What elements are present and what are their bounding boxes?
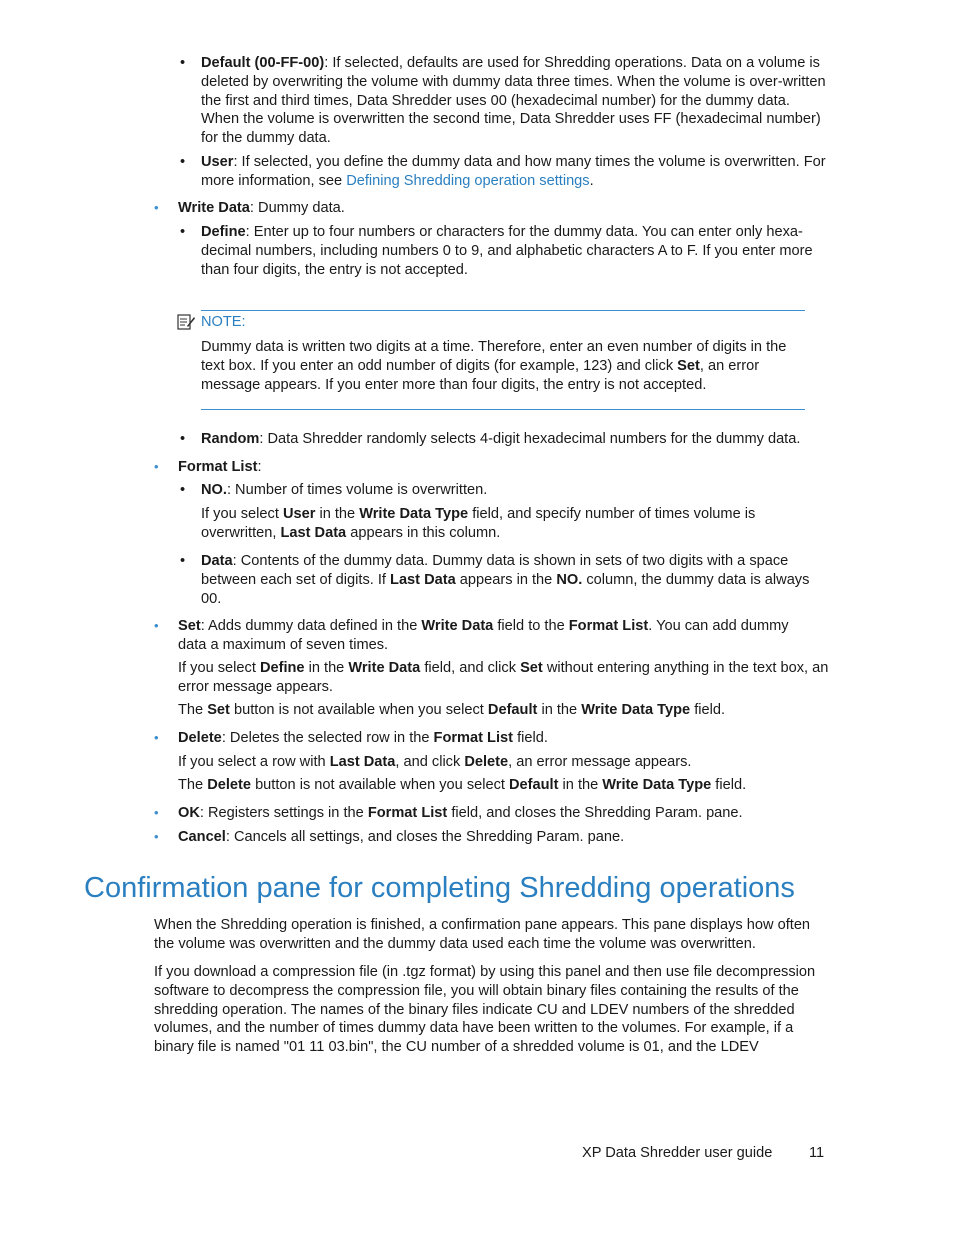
- write-data-item: [178, 199, 828, 218]
- set-d2-3: in the: [537, 702, 582, 718]
- bullet: •: [154, 618, 159, 633]
- delete-d1-3: , an error message appears.: [508, 754, 692, 770]
- user-item: [201, 153, 829, 191]
- set-b1: Write Data: [421, 618, 494, 634]
- bullet: •: [180, 154, 186, 170]
- bullet: •: [154, 730, 159, 745]
- footer-title: XP Data Shredder user guide: [582, 1145, 773, 1161]
- delete-detail-2: [178, 776, 828, 795]
- format-list-item: [178, 458, 262, 477]
- user-end: .: [589, 172, 594, 189]
- no-detail-b3: Last Data: [280, 524, 347, 541]
- bullet: •: [154, 200, 159, 215]
- no-detail: [201, 505, 833, 543]
- bullet: •: [154, 829, 159, 844]
- data-b2: NO.: [556, 571, 583, 588]
- write-data-text: : Dummy data.: [249, 200, 345, 216]
- set-d2-b2: Default: [487, 702, 538, 718]
- note-bold: Set: [677, 357, 700, 374]
- note-text-1: Dummy data is written two digits at a time. Therefore, enter an even number of digits in the text box. If you enter an odd number of digits (for example, 123) and click: [201, 339, 787, 374]
- bullet: •: [154, 805, 159, 820]
- data-term: Data: [201, 553, 233, 569]
- default-term: Default (00-FF-00): [201, 55, 325, 71]
- set-d1-1: If you select: [178, 660, 260, 676]
- delete-d2-3: in the: [558, 777, 603, 793]
- set-d1-3: field, and click: [420, 660, 521, 676]
- note-top-rule: [201, 310, 805, 311]
- set-d1-b2: Write Data: [348, 660, 421, 676]
- cancel-item: [178, 828, 828, 847]
- set-d2-4: field.: [690, 702, 726, 718]
- default-item: [201, 54, 829, 148]
- delete-d2-2: button is not available when you select: [251, 777, 510, 793]
- delete-d2-b1: Delete: [207, 777, 252, 793]
- set-d2-b3: Write Data Type: [581, 702, 691, 718]
- set-text-2: field to the: [493, 618, 569, 634]
- random-term: Random: [201, 431, 260, 447]
- data-text-1: : Contents of the dummy data. Dummy data is shown in sets of two digits with a space between each set of digits. If: [201, 553, 789, 588]
- set-d1-b3: Set: [520, 660, 543, 676]
- write-data-term: Write Data: [178, 200, 250, 216]
- delete-d2-1: The: [178, 777, 208, 793]
- user-text: : If selected, you define the dummy data and how many times the volume is overwritten. For more information, see: [201, 154, 826, 189]
- data-text-2: appears in the: [455, 571, 557, 588]
- no-term: NO.: [201, 482, 227, 498]
- ok-term: OK: [178, 805, 200, 821]
- delete-d1-2: , and click: [395, 754, 465, 770]
- delete-item: [178, 729, 828, 748]
- set-detail-1: [178, 659, 833, 697]
- section-paragraph-1: When the Shredding operation is finished, a confirmation pane appears. This pane displays how often the volume was overwritten and the dummy data used each time the volume was overwritten.: [154, 917, 811, 952]
- delete-detail-1: [178, 753, 828, 772]
- define-text: : Enter up to four numbers or characters for the dummy data. You can enter only hexa-decimal numbers, including numbers 0 to 9, and alphabetic characters A to F. If you enter more than four digits, the entry is not accepted.: [201, 224, 813, 278]
- section-heading: Confirmation pane for completing Shredding operations: [84, 872, 795, 904]
- format-list-term: Format List: [178, 459, 258, 475]
- no-detail-1: If you select: [201, 506, 283, 522]
- section-paragraph-2: If you download a compression file (in .tgz format) by using this panel and then use file decompression software to decompress the compression file, you will obtain binary files containing the results of the shredding operation. The names of the binary files indicate CU and LDEV numbers of the shredded volumes, and the number of times dummy data have been written to the volumes. For example, if a binary file is named "01 11 03.bin", the CU number of a shredded volume is 01, and the LDEV: [154, 964, 816, 1056]
- set-d2-1: The: [178, 702, 208, 718]
- note-label: NOTE:: [201, 314, 246, 330]
- no-detail-3: field, and specify number of times volume is overwritten,: [201, 506, 756, 541]
- delete-d2-b2: Default: [509, 777, 559, 793]
- bullet: •: [180, 431, 186, 447]
- data-text-3: column, the dummy data is always 00.: [201, 571, 810, 607]
- bullet: •: [154, 459, 159, 474]
- delete-text-1: : Deletes the selected row in the: [221, 730, 434, 746]
- set-text-1: : Adds dummy data defined in the: [200, 618, 422, 634]
- delete-d2-b3: Write Data Type: [602, 777, 712, 793]
- set-text-3: . You can add dummy data a maximum of seven times.: [178, 618, 789, 653]
- set-d2-2: button is not available when you select: [229, 702, 488, 718]
- bullet: •: [180, 482, 186, 498]
- define-term: Define: [201, 224, 246, 240]
- ok-text-2: field, and closes the Shredding Param. pane.: [447, 805, 743, 821]
- bullet: •: [180, 224, 186, 240]
- define-item: [201, 223, 829, 279]
- delete-d1-1: If you select a row with: [178, 754, 330, 770]
- delete-d2-4: field.: [711, 777, 747, 793]
- note-bottom-rule: [201, 409, 805, 410]
- no-detail-b1: User: [282, 506, 316, 522]
- set-term: Set: [178, 618, 201, 634]
- no-item: [201, 481, 829, 500]
- delete-text-2: field.: [513, 730, 548, 746]
- ok-item: [178, 804, 828, 823]
- cancel-term: Cancel: [178, 829, 226, 845]
- delete-d1-b2: Delete: [464, 754, 509, 770]
- cancel-text: : Cancels all settings, and closes the Shredding Param. pane.: [225, 829, 625, 845]
- delete-d1-b1: Last Data: [329, 754, 396, 770]
- random-text: : Data Shredder randomly selects 4-digit hexadecimal numbers for the dummy data.: [259, 431, 801, 447]
- set-d2-b1: Set: [207, 702, 230, 718]
- data-item: [201, 552, 833, 608]
- set-d1-4: without entering anything in the text box, an error message appears.: [178, 660, 829, 695]
- set-d1-2: in the: [304, 660, 349, 676]
- note-icon: [176, 312, 196, 332]
- page-number: 11: [809, 1145, 825, 1161]
- note-text-2: , an error message appears. If you enter more than four digits, the entry is not accepted.: [201, 357, 760, 393]
- set-detail-2: [178, 701, 833, 720]
- note-text: [201, 338, 805, 394]
- random-item: [201, 430, 841, 449]
- no-detail-4: appears in this column.: [346, 524, 501, 541]
- set-item: [178, 617, 818, 655]
- ok-b1: Format List: [367, 805, 448, 821]
- defining-settings-link[interactable]: Defining Shredding operation settings: [346, 172, 590, 189]
- ok-text-1: : Registers settings in the: [199, 805, 368, 821]
- set-d1-b1: Define: [259, 660, 305, 676]
- user-term: User: [201, 154, 234, 170]
- no-text: : Number of times volume is overwritten.: [226, 482, 488, 498]
- format-list-text: :: [257, 459, 262, 475]
- delete-b1: Format List: [433, 730, 514, 746]
- bullet: •: [180, 55, 186, 71]
- default-text: : If selected, defaults are used for Shredding operations. Data on a volume is deleted by overwriting the volume with dummy data three times. When the volume is over-written the first and third times, Data Shredder uses 00 (hexadecimal number) for the dummy data. When the volume is overwritten the second time, Data Shredder uses FF (hexadecimal number) for the dummy data.: [201, 55, 826, 147]
- delete-term: Delete: [178, 730, 222, 746]
- no-detail-b2: Write Data Type: [359, 506, 469, 522]
- bullet: •: [180, 553, 186, 569]
- data-b1: Last Data: [390, 571, 456, 588]
- set-b2: Format List: [568, 618, 649, 634]
- no-detail-2: in the: [315, 506, 360, 522]
